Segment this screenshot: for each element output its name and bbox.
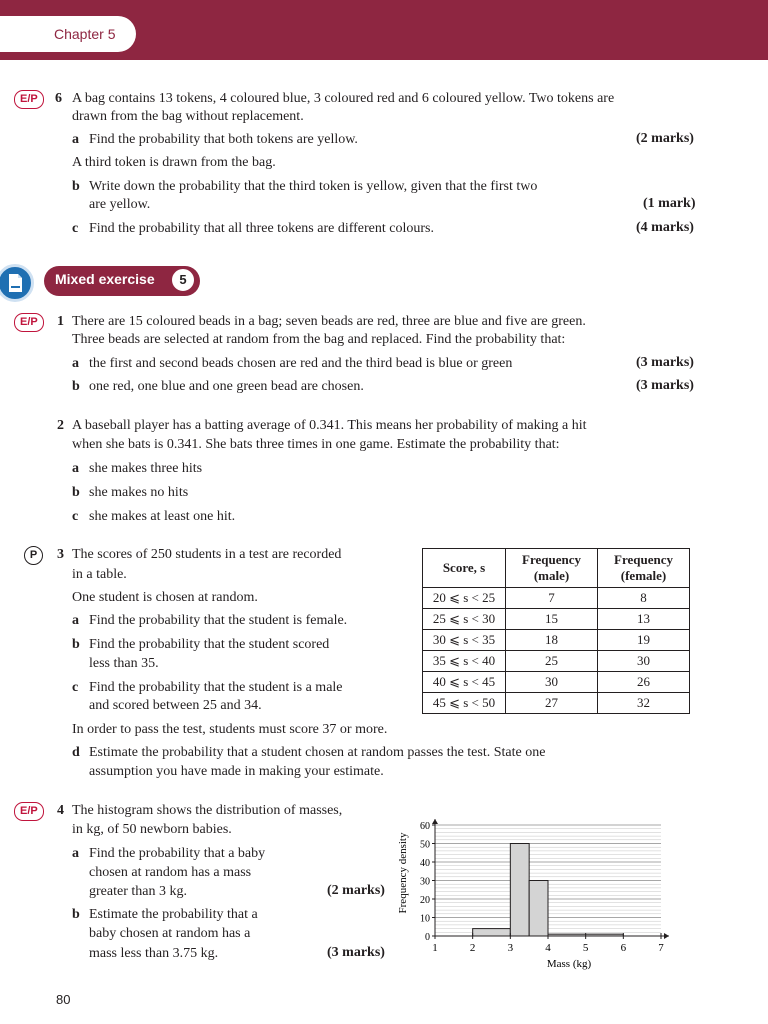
y-tick-label: 50 — [420, 839, 430, 851]
part-label: b — [72, 907, 80, 922]
question-text: drawn from the bag without replacement. — [72, 109, 304, 124]
part-label: b — [72, 485, 80, 500]
part-text: Find the probability that a baby — [89, 846, 266, 861]
part-label: c — [72, 221, 79, 236]
column-header: Frequency (male) — [506, 549, 598, 588]
part-text: Estimate the probability that a student chosen at random passes the test. State one — [89, 745, 546, 760]
part-text: she makes at least one hit. — [89, 509, 236, 524]
y-tick-label: 60 — [420, 821, 430, 832]
y-tick-label: 30 — [420, 876, 430, 888]
y-tick-label: 40 — [420, 858, 430, 869]
histogram-bar — [510, 844, 529, 937]
bars — [473, 844, 624, 937]
part-text: greater than 3 kg. — [89, 884, 187, 899]
x-tick-label: 6 — [620, 942, 627, 954]
question-number: 2 — [57, 418, 64, 433]
column-header: Score, s — [423, 549, 506, 588]
question-text: There are 15 coloured beads in a bag; seven beads are red, three are blue and five are green. — [72, 314, 586, 329]
y-tick-label: 20 — [420, 895, 430, 906]
marks: (2 marks) — [636, 131, 694, 146]
scores-table — [422, 548, 690, 714]
marks: (3 marks) — [327, 945, 385, 960]
part-text: she makes no hits — [89, 485, 189, 500]
question-number: 4 — [57, 803, 64, 818]
part-text: are yellow. — [89, 197, 151, 212]
x-tick-label: 7 — [658, 942, 664, 954]
question-text: when she bats is 0.341. She bats three times in one game. Estimate the probability that: — [72, 437, 560, 452]
marks: (2 marks) — [327, 883, 385, 898]
table-row: 20 ⩽ s < 25 7 8 — [423, 588, 690, 609]
table-row: 35 ⩽ s < 40 25 30 — [423, 651, 690, 672]
page-number: 80 — [56, 992, 71, 1007]
problem-solving-badge: P — [24, 546, 43, 565]
x-tick-label: 4 — [545, 942, 551, 954]
table-row: 40 ⩽ s < 45 30 26 — [423, 672, 690, 693]
table-row: 25 ⩽ s < 30 15 13 — [423, 609, 690, 630]
exam-practice-badge: E/P — [14, 802, 44, 821]
part-text: chosen at random has a mass — [89, 865, 252, 880]
part-label: a — [72, 846, 79, 861]
x-tick-label: 3 — [507, 942, 514, 954]
part-label: b — [72, 379, 80, 394]
part-text: assumption you have made in making your estimate. — [89, 764, 384, 779]
mixed-exercise-number: 5 — [170, 267, 196, 293]
question-number: 6 — [55, 91, 62, 106]
question-number: 1 — [57, 314, 64, 329]
x-axis-label: Mass (kg) — [546, 958, 592, 970]
part-label: b — [72, 637, 80, 652]
histogram-chart — [390, 805, 690, 975]
x-tick-label: 2 — [469, 942, 476, 954]
question-text: A baseball player has a batting average of 0.341. This means her probability of making a hit — [72, 418, 587, 433]
histogram-bar — [529, 881, 548, 937]
part-text: mass less than 3.75 kg. — [89, 946, 219, 961]
question-number: 3 — [57, 547, 64, 562]
x-tick-label: 5 — [582, 942, 589, 954]
column-header: Frequency (female) — [598, 549, 690, 588]
marks: (1 mark) — [643, 196, 696, 211]
mixed-exercise-title: Mixed exercise — [55, 271, 155, 287]
part-text: baby chosen at random has a — [89, 926, 251, 941]
part-label: a — [72, 356, 79, 371]
question-text: The scores of 250 students in a test are recorded — [72, 547, 342, 562]
exam-practice-badge: E/P — [14, 90, 44, 109]
part-text: Find the probability that the student is a male — [89, 680, 343, 695]
part-text: and scored between 25 and 34. — [89, 698, 262, 713]
y-axis-label: Frequency density — [397, 832, 409, 914]
part-label: a — [72, 132, 79, 147]
part-label: d — [72, 745, 80, 760]
part-text: Estimate the probability that a — [89, 907, 258, 922]
question-text: in a table. — [72, 567, 127, 582]
exam-practice-badge: E/P — [14, 313, 44, 332]
document-icon — [0, 264, 34, 302]
part-text: less than 35. — [89, 656, 159, 671]
part-text: she makes three hits — [89, 461, 203, 476]
chapter-title: Chapter 5 — [54, 26, 116, 42]
question-text: A third token is drawn from the bag. — [72, 155, 276, 170]
histogram-bar — [473, 929, 511, 936]
x-axis-arrow — [664, 933, 669, 939]
part-label: b — [72, 179, 80, 194]
marks: (3 marks) — [636, 378, 694, 393]
part-label: a — [72, 461, 79, 476]
y-tick-label: 10 — [420, 913, 430, 925]
y-tick-label: 0 — [425, 932, 430, 943]
part-text: Find the probability that the student is female. — [89, 613, 348, 628]
question-text: In order to pass the test, students must score 37 or more. — [72, 722, 388, 737]
part-text: one red, one blue and one green bead are chosen. — [89, 379, 364, 394]
question-text: in kg, of 50 newborn babies. — [72, 822, 232, 837]
y-axis-arrow — [432, 819, 438, 824]
x-tick-label: 1 — [432, 942, 438, 954]
question-text: One student is chosen at random. — [72, 590, 258, 605]
marks: (4 marks) — [636, 220, 694, 235]
part-label: a — [72, 613, 79, 628]
question-text: The histogram shows the distribution of masses, — [72, 803, 343, 818]
part-text: Find the probability that all three tokens are different colours. — [89, 221, 434, 236]
part-text: Write down the probability that the third token is yellow, given that the first two — [89, 179, 538, 194]
part-text: Find the probability that both tokens are yellow. — [89, 132, 358, 147]
part-label: c — [72, 509, 79, 524]
marks: (3 marks) — [636, 355, 694, 370]
question-text: A bag contains 13 tokens, 4 coloured blue, 3 coloured red and 6 coloured yellow. Two tokens are — [72, 91, 615, 106]
question-text: Three beads are selected at random from the bag and replaced. Find the probability that: — [72, 332, 566, 347]
table-row: 30 ⩽ s < 35 18 19 — [423, 630, 690, 651]
part-text: the first and second beads chosen are red and the third bead is blue or green — [89, 356, 513, 371]
part-text: Find the probability that the student scored — [89, 637, 330, 652]
table-row: 45 ⩽ s < 50 27 32 — [423, 693, 690, 714]
part-label: c — [72, 680, 79, 695]
